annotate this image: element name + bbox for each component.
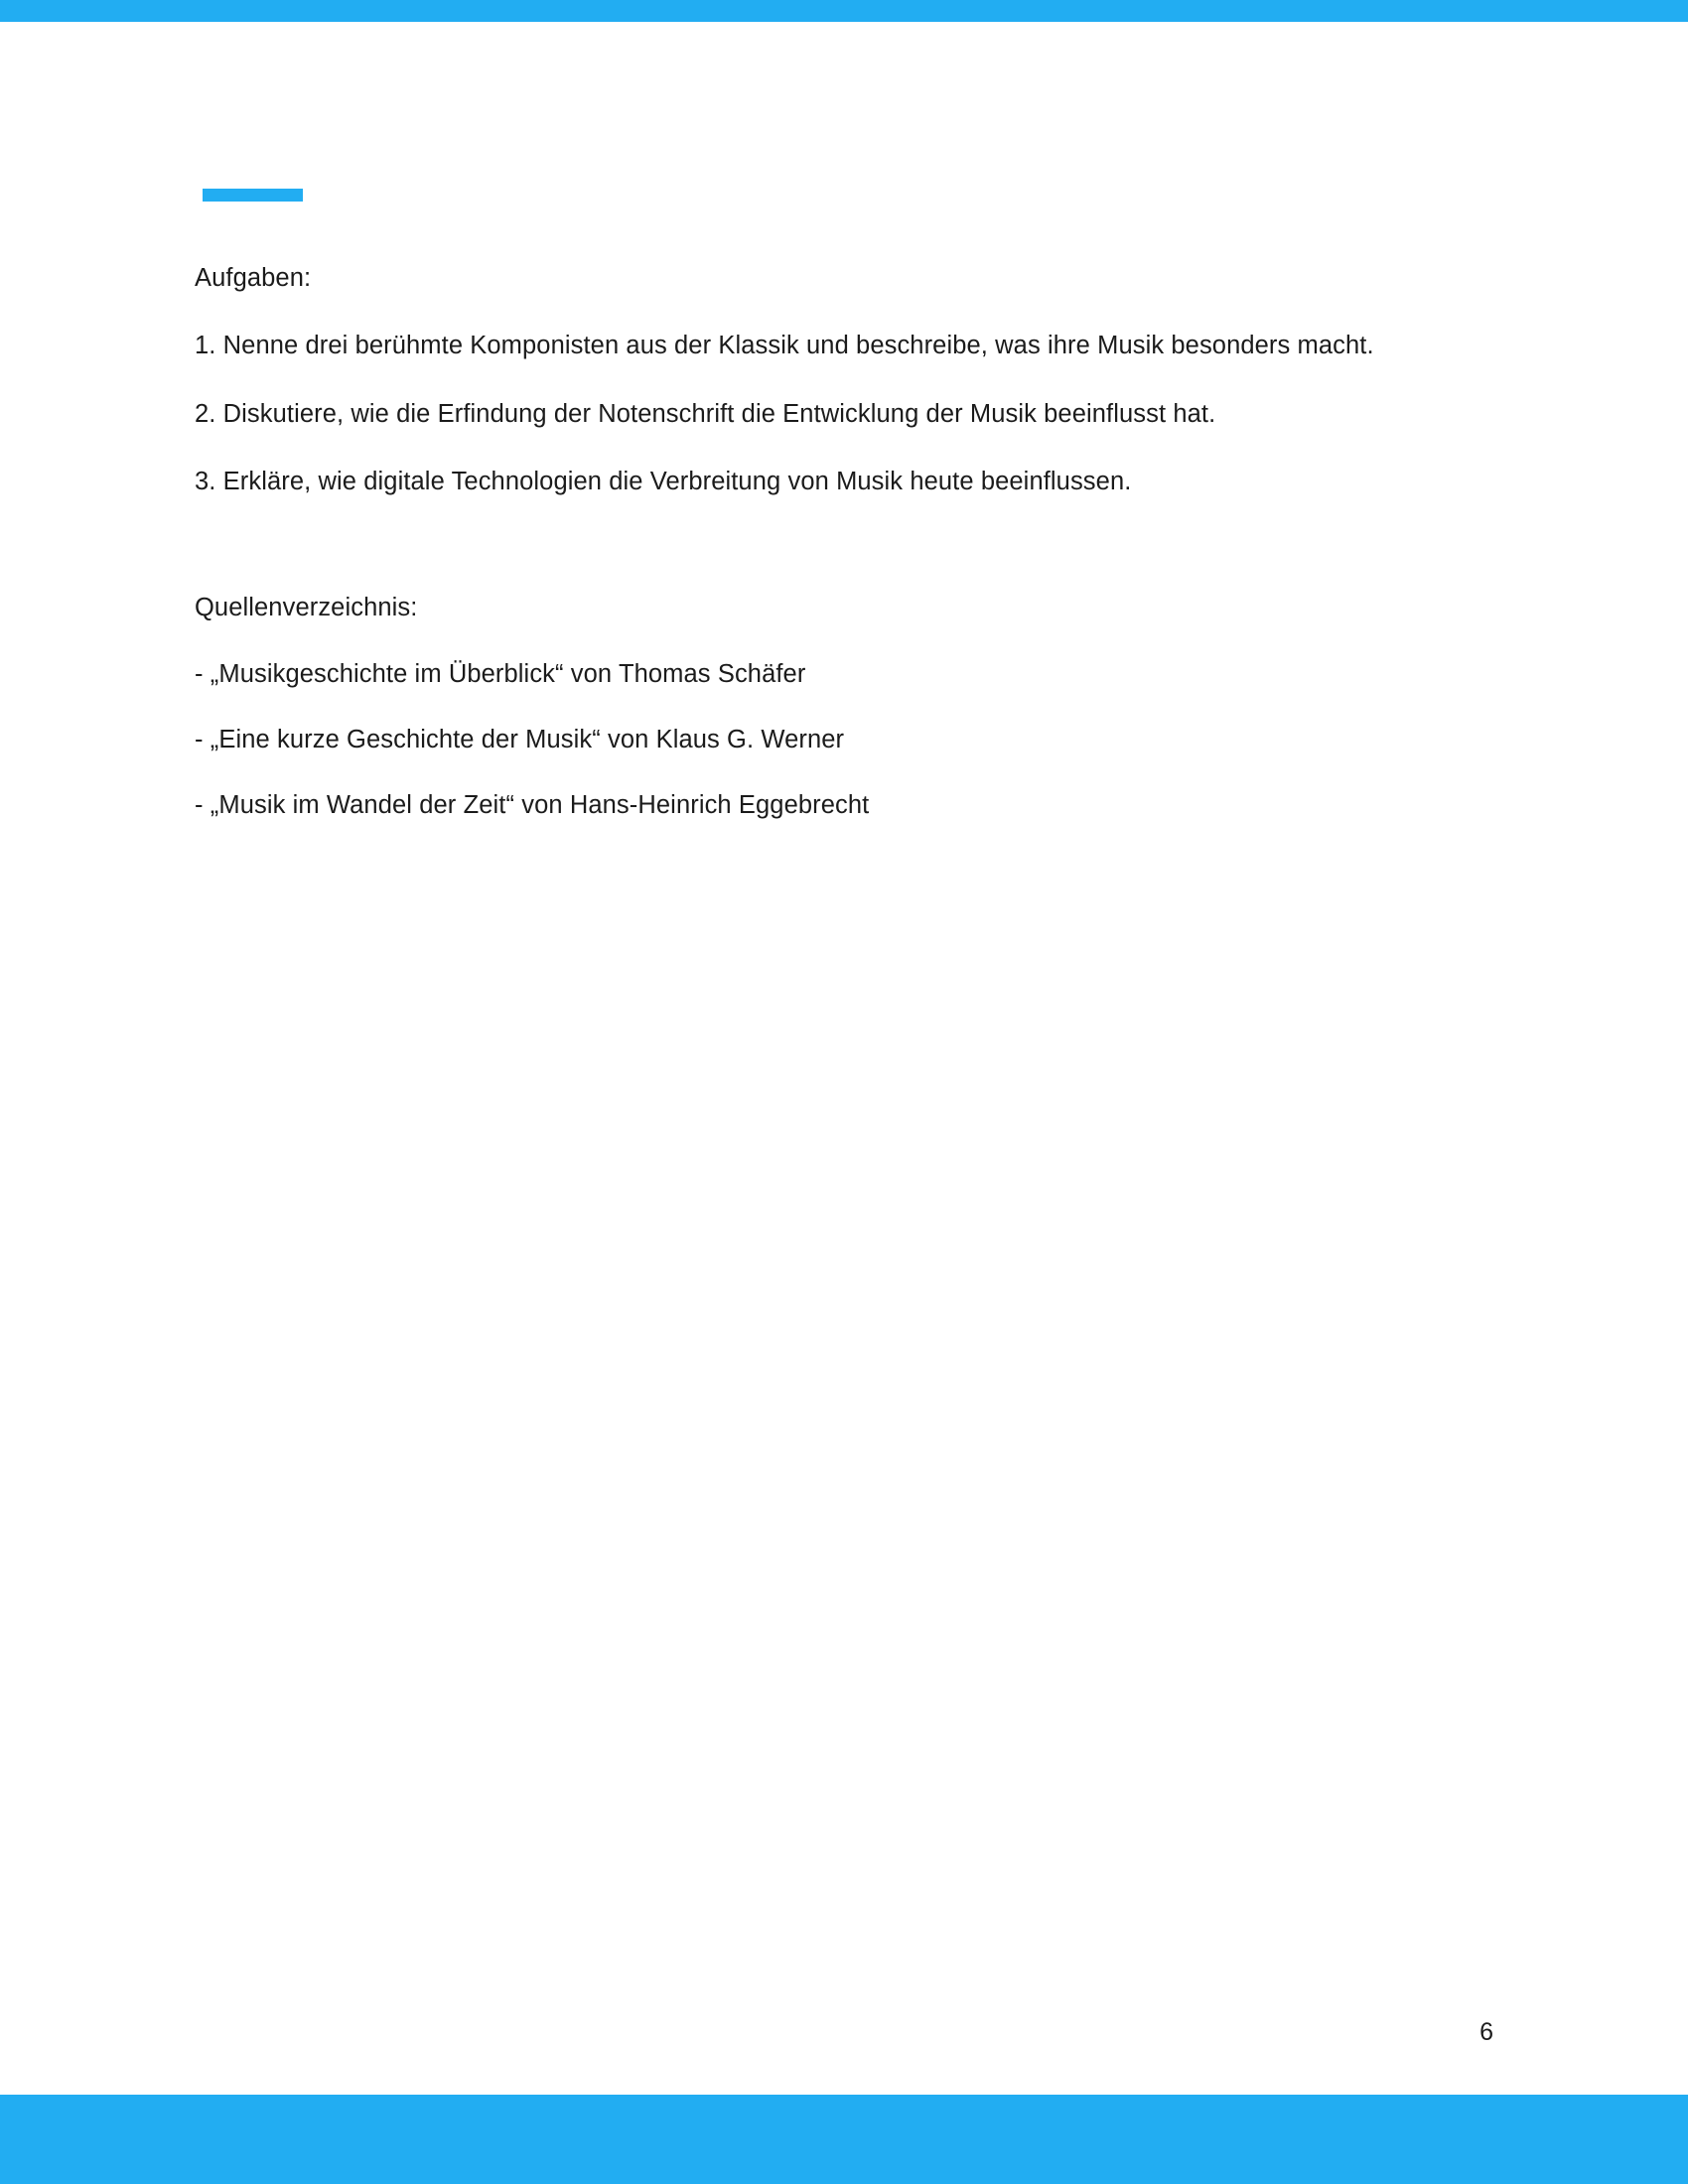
page-content [195, 260, 1485, 823]
section-spacer [195, 504, 1485, 590]
page-number: 6 [1479, 2018, 1493, 2046]
bibliography-entry-3: - „Musik im Wandel der Zeit“ von Hans-Heinrich Eggebrecht [195, 790, 870, 819]
task-item-2: 2. Diskutiere, wie die Erfindung der Notenschrift die Entwicklung der Musik beeinflusst hat. [195, 399, 1216, 428]
bibliography-entry-1: - „Musikgeschichte im Überblick“ von Thomas Schäfer [195, 659, 806, 688]
section-accent-rule [203, 189, 303, 202]
task-item-1: 1. Nenne drei berühmte Komponisten aus der Klassik und beschreibe, was ihre Musik besonders macht. [195, 332, 1374, 360]
bibliography-entry-2: - „Eine kurze Geschichte der Musik“ von Klaus G. Werner [195, 725, 845, 753]
bottom-accent-bar [0, 2095, 1688, 2184]
task-item-3: 3. Erkläre, wie digitale Technologien die Verbreitung von Musik heute beeinflussen. [195, 467, 1132, 495]
bibliography-heading: Quellenverzeichnis: [195, 594, 418, 622]
tasks-heading: Aufgaben: [195, 264, 312, 292]
top-accent-bar [0, 0, 1688, 22]
